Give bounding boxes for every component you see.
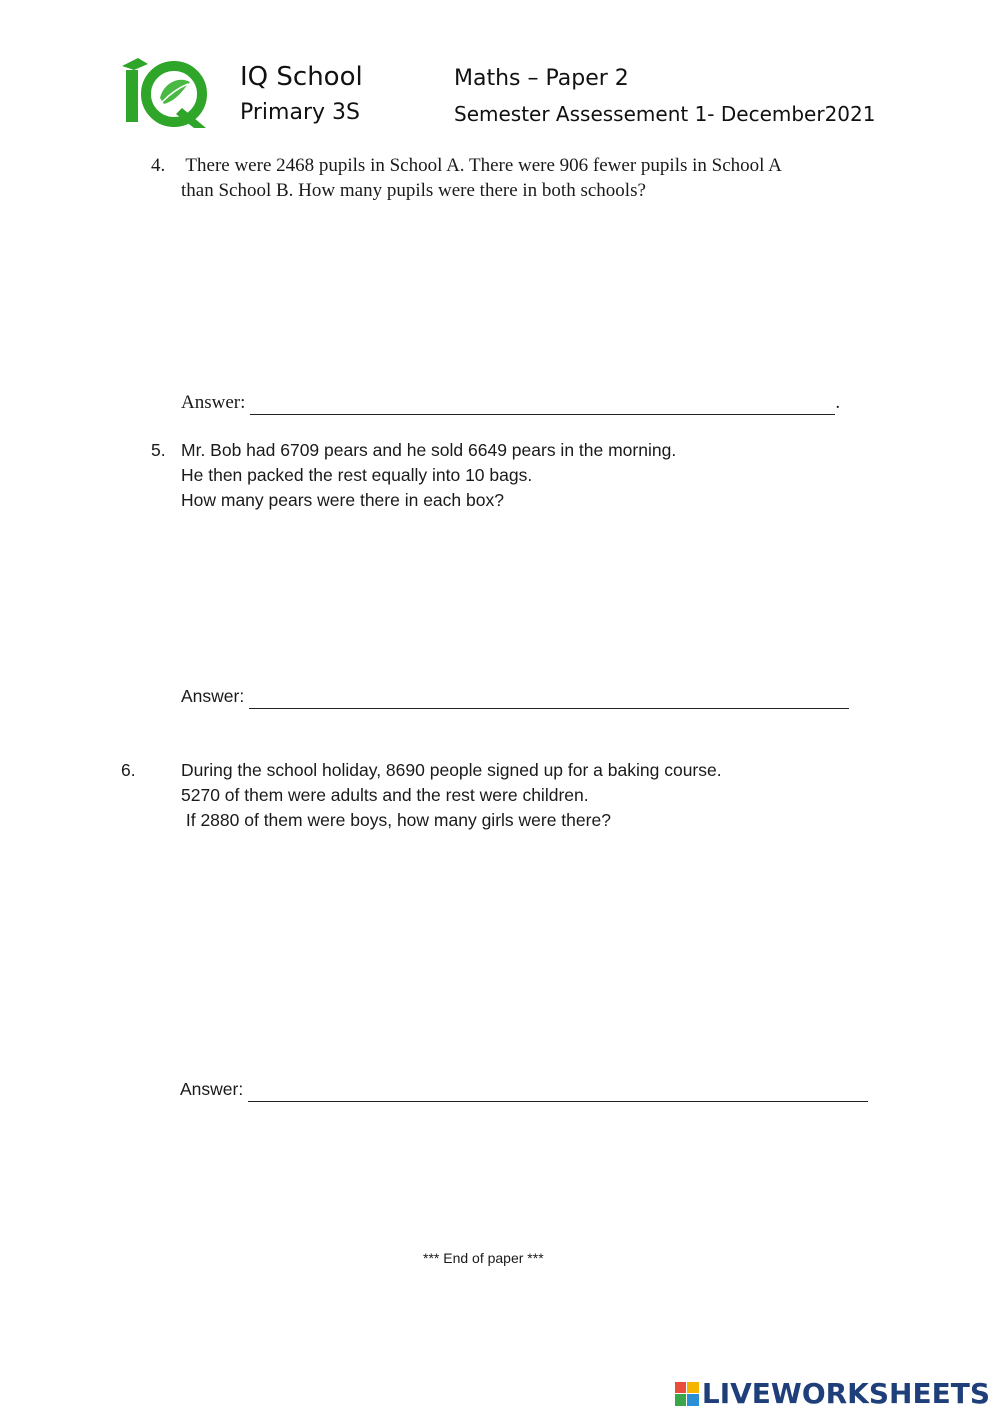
- answer-line[interactable]: [250, 398, 835, 415]
- answer-suffix: .: [835, 392, 841, 413]
- school-logo: [120, 52, 212, 132]
- liveworksheets-wordmark: LIVEWORKSHEETS: [701, 1377, 990, 1410]
- question-4-text: [181, 153, 881, 203]
- end-of-paper-note: *** End of paper ***: [423, 1250, 544, 1266]
- question-4-number: 4.: [151, 155, 166, 176]
- question-4-line-1: There were 2468 pupils in School A. There were 906 fewer pupils in School A: [181, 155, 782, 176]
- question-5-line-1: Mr. Bob had 6709 pears and he sold 6649 pears in the morning.: [181, 440, 677, 460]
- question-4-answer: [181, 390, 840, 415]
- question-6-text: [181, 758, 901, 833]
- iq-logo-icon: [120, 52, 212, 132]
- question-6-line-2: 5270 of them were adults and the rest were children.: [181, 785, 589, 805]
- question-5-line-2: He then packed the rest equally into 10 bags.: [181, 465, 533, 485]
- liveworksheets-logo-icon: [675, 1382, 699, 1406]
- answer-label: Answer:: [181, 686, 245, 706]
- answer-line[interactable]: [249, 692, 849, 709]
- class-name: Primary 3S: [240, 100, 360, 125]
- question-6-answer: [180, 1077, 868, 1102]
- question-6-number: 6.: [121, 760, 136, 780]
- answer-line[interactable]: [248, 1085, 868, 1102]
- question-5-answer: [181, 684, 849, 709]
- question-5-number: 5.: [151, 440, 166, 460]
- question-5-line-3: How many pears were there in each box?: [181, 490, 504, 510]
- question-6-line-1: During the school holiday, 8690 people signed up for a baking course.: [181, 760, 722, 780]
- answer-label: Answer:: [181, 392, 246, 413]
- question-4-line-2: than School B. How many pupils were there in both schools?: [181, 180, 646, 201]
- question-5-text: [181, 438, 881, 513]
- question-6-line-3: If 2880 of them were boys, how many girls were there?: [181, 810, 611, 830]
- assessment-title: Semester Assessement 1- December2021: [454, 102, 876, 126]
- school-name: IQ School: [240, 62, 363, 92]
- liveworksheets-brand[interactable]: [675, 1377, 990, 1410]
- subject-title: Maths – Paper 2: [454, 66, 629, 91]
- answer-label: Answer:: [180, 1079, 244, 1099]
